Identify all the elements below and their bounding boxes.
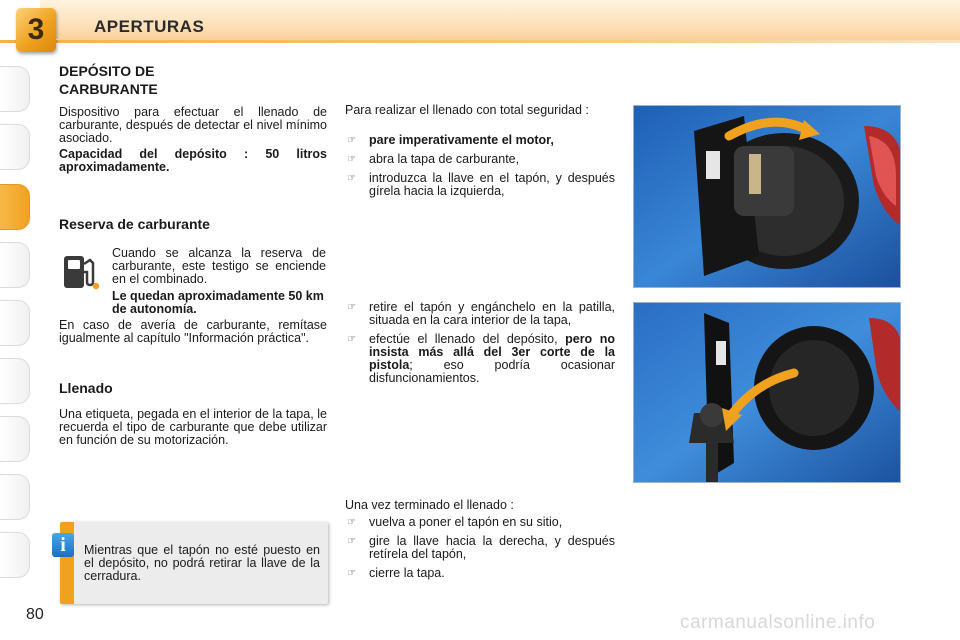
side-tab-8[interactable] (0, 474, 30, 520)
watermark: carmanualsonline.info (680, 612, 876, 633)
after-filling-intro: Una vez terminado el llenado : (345, 498, 514, 512)
side-tab-9[interactable] (0, 532, 30, 578)
pointing-hand-icon: ☞ (347, 517, 356, 528)
fuel-cap-removed-photo (633, 302, 901, 483)
steps-list-3 (345, 516, 615, 586)
page-number: 80 (26, 606, 44, 623)
side-tab-6[interactable] (0, 358, 30, 404)
reserve-heading: Reserva de carburante (59, 216, 210, 232)
steps-list-1 (345, 134, 615, 204)
reserve-autonomy (59, 290, 327, 316)
list-item: ☞ introduzca la llave en el tapón, y después gírela hacia la izquierda, (347, 171, 615, 198)
chapter-badge: 3 (16, 8, 56, 52)
reserve-paragraph: Cuando se alcanza la reserva de carburante, este testigo se enciende en el combinado. (112, 246, 326, 286)
reserve-autonomy-text: Le quedan aproximadamente 50 km de autonomía. (112, 289, 324, 316)
side-tab-7[interactable] (0, 416, 30, 462)
list-item: ☞ retire el tapón y engánchelo en la patilla, situada en la cara interior de la tapa, (347, 300, 615, 327)
list-item: ☞ gire la llave hacia la derecha, y después retírela del tapón, (347, 534, 615, 561)
fuel-flap-photo-open (633, 105, 901, 288)
info-icon: i (52, 533, 74, 557)
section-heading-line1: DEPÓSITO DE (59, 63, 155, 79)
list-item: ☞ abra la tapa de carburante, (347, 152, 520, 166)
list-item: ☞ efectúe el llenado del depósito, pero no insista más allá del 3er corte de la pistola; eso podría ocasionar disfuncionamientos. (347, 332, 615, 385)
pointing-hand-icon: ☞ (347, 568, 356, 579)
pointing-hand-icon: ☞ (347, 302, 356, 313)
list-item: ☞ vuelva a poner el tapón en su sitio, (347, 515, 563, 529)
steps-list-2 (345, 301, 615, 391)
intro-paragraph: Dispositivo para efectuar el llenado de carburante, después de detectar el nivel mínimo asociado. (59, 105, 327, 145)
safety-intro: Para realizar el llenado con total seguridad : (345, 103, 589, 117)
page-title: APERTURAS (94, 17, 205, 36)
side-tab-4[interactable] (0, 242, 30, 288)
filling-paragraph: Una etiqueta, pegada en el interior de la tapa, le recuerda el tipo de carburante que debe utilizar en función de su motorización. (59, 407, 327, 447)
pointing-hand-icon: ☞ (347, 334, 356, 345)
fuel-pump-icon (60, 250, 102, 292)
capacity-paragraph: Capacidad del depósito : 50 litros aproximadamente. (59, 147, 327, 174)
list-item: ☞ pare imperativamente el motor, (347, 133, 554, 147)
side-tab-3-active[interactable] (0, 184, 30, 230)
header-line (0, 40, 960, 43)
side-tab-1[interactable] (0, 66, 30, 112)
pointing-hand-icon: ☞ (347, 135, 356, 146)
pointing-hand-icon: ☞ (347, 536, 356, 547)
side-tab-2[interactable] (0, 124, 30, 170)
info-text: Mientras que el tapón no esté puesto en el depósito, no podrá retirar la llave de la cerradura. (84, 543, 320, 583)
section-heading (59, 62, 329, 98)
list-item: ☞ cierre la tapa. (347, 566, 445, 580)
pointing-hand-icon: ☞ (347, 173, 356, 184)
side-tab-5[interactable] (0, 300, 30, 346)
pointing-hand-icon: ☞ (347, 154, 356, 165)
breakdown-paragraph: En caso de avería de carburante, remítase igualmente al capítulo "Información práctica". (59, 318, 327, 345)
section-heading-line2: CARBURANTE (59, 81, 158, 97)
filling-heading: Llenado (59, 380, 113, 396)
